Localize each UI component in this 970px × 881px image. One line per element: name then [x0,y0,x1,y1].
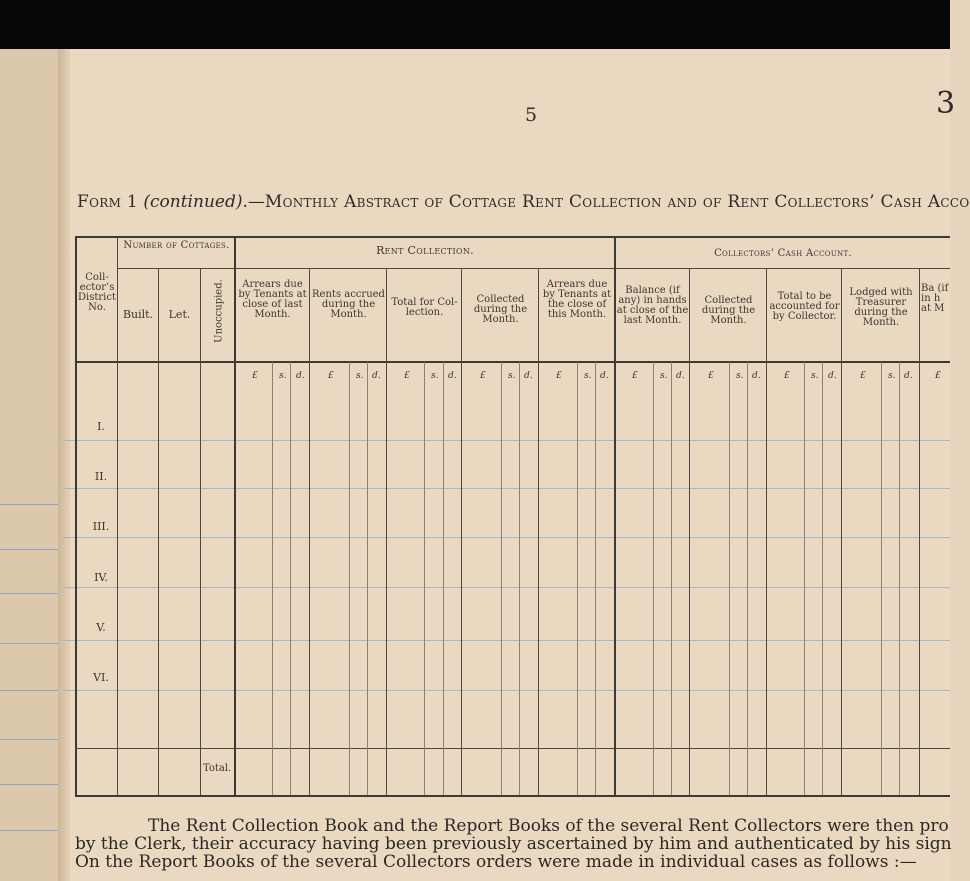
header-divider [235,268,950,269]
unit-shilling: s. [736,371,744,381]
caption-dash: .— [242,192,265,212]
ruled-line [0,549,63,550]
top-black-band [0,0,950,49]
d-divider [443,362,444,795]
ruled-line [0,643,63,644]
d-divider [290,362,291,795]
col-divider [538,268,539,795]
s-divider [501,362,502,795]
number-of-cottages-header: Number of Cottages. [123,240,230,251]
unit-shilling: s. [508,371,516,381]
d-divider [899,362,900,795]
unit-pence: d. [752,371,761,381]
unit-pound: £ [480,371,486,381]
facing-page-edge [0,49,63,881]
unit-pence: d. [524,371,533,381]
s-divider [424,362,425,795]
unit-pound: £ [860,371,866,381]
s-divider [729,362,730,795]
header-divider [117,268,235,269]
unit-pence: d. [904,371,913,381]
col-divider [841,268,842,795]
page-number: 5 [525,104,538,126]
unit-pound: £ [556,371,562,381]
total-rule [75,748,950,749]
total-collection-header: Total for Col-lection. [391,297,458,318]
col-divider [919,268,920,795]
total-label: Total. [203,763,232,774]
next-page-number: 3 [936,86,956,121]
col-divider [461,268,462,795]
unit-pound: £ [632,371,638,381]
s-divider [804,362,805,795]
district-row-label: V. [96,621,106,634]
s-divider [272,362,273,795]
s-divider [349,362,350,795]
d-divider [747,362,748,795]
col-divider [386,268,387,795]
ruled-line [0,593,63,594]
unit-shilling: s. [356,371,364,381]
built-header: Built. [122,308,154,321]
balance-partial-header: Ba (if in h at M [921,283,949,314]
unit-pence: d. [448,371,457,381]
d-divider [595,362,596,795]
lodged-header: Lodged with Treasurer during the Month. [849,287,913,328]
collected-cash-header: Collected during the Month. [701,295,756,326]
continued-label: (continued) [143,192,243,212]
unit-pence: d. [372,371,381,381]
unit-pound: £ [935,371,941,381]
unoccupied-header-cell [204,276,234,346]
district-row-label: III. [92,520,110,533]
unit-shilling: s. [811,371,819,381]
d-divider [822,362,823,795]
col-divider [200,268,201,795]
d-divider [671,362,672,795]
district-row-label: VI. [93,671,109,684]
unit-pound: £ [328,371,334,381]
unit-shilling: s. [660,371,668,381]
col-divider [234,238,236,795]
unit-shilling: s. [431,371,439,381]
district-row-label: IV. [94,571,108,584]
cash-account-header: Collectors’ Cash Account. [714,248,852,259]
unoccupied-header: Unoccupied. [213,279,225,343]
unit-shilling: s. [279,371,287,381]
let-header: Let. [168,308,191,321]
form-label: Form 1 [77,192,138,212]
unit-pound: £ [784,371,790,381]
s-divider [653,362,654,795]
ruled-line [0,690,63,691]
form-caption [77,192,970,212]
unit-shilling: s. [888,371,896,381]
total-accounted-header: Total to be accounted for by Collector. [769,291,840,322]
ruled-line [0,784,63,785]
col-divider [117,238,118,795]
s-divider [881,362,882,795]
d-divider [519,362,520,795]
ruled-line [0,830,63,831]
unit-pence: d. [676,371,685,381]
unit-pence: d. [600,371,609,381]
district-row-label: I. [97,420,105,433]
col-divider [158,268,159,795]
book-gutter [58,49,70,881]
unit-shilling: s. [584,371,592,381]
col-divider [309,268,310,795]
collected-rent-header: Collected during the Month. [473,294,528,325]
rent-collection-header: Rent Collection. [376,244,474,257]
s-divider [577,362,578,795]
ruled-line [0,504,63,505]
col-divider [766,268,767,795]
form-title: Monthly Abstract of Cottage Rent Collection and of Rent Collectors’ Cash Acco [264,192,970,212]
arrears-this-header: Arrears due by Tenants at the close of this Month. [542,279,612,320]
unit-pound: £ [252,371,258,381]
d-divider [367,362,368,795]
body-text-line: On the Report Books of the several Collectors orders were made in individual cases as follows :— [75,852,917,872]
body-text-line: by the Clerk, their accuracy having been previously ascertained by him and authenticated by his sign [75,834,952,854]
header-bottom-rule [75,361,950,363]
body-text-line: The Rent Collection Book and the Report Books of the several Rent Collectors were then pro [148,816,949,836]
district-row-label: II. [94,470,108,483]
unit-pence: d. [828,371,837,381]
unit-pound: £ [404,371,410,381]
district-header: Coll-ector’s District No. [78,272,116,313]
balance-header: Balance (if any) in hands at close of the last Month. [616,285,689,326]
unit-pound: £ [708,371,714,381]
ruled-line [0,739,63,740]
rents-accrued-header: Rents accrued during the Month. [312,289,385,320]
unit-pence: d. [296,371,305,381]
arrears-last-header: Arrears due by Tenants at close of last Month. [238,279,307,320]
col-divider [689,268,690,795]
